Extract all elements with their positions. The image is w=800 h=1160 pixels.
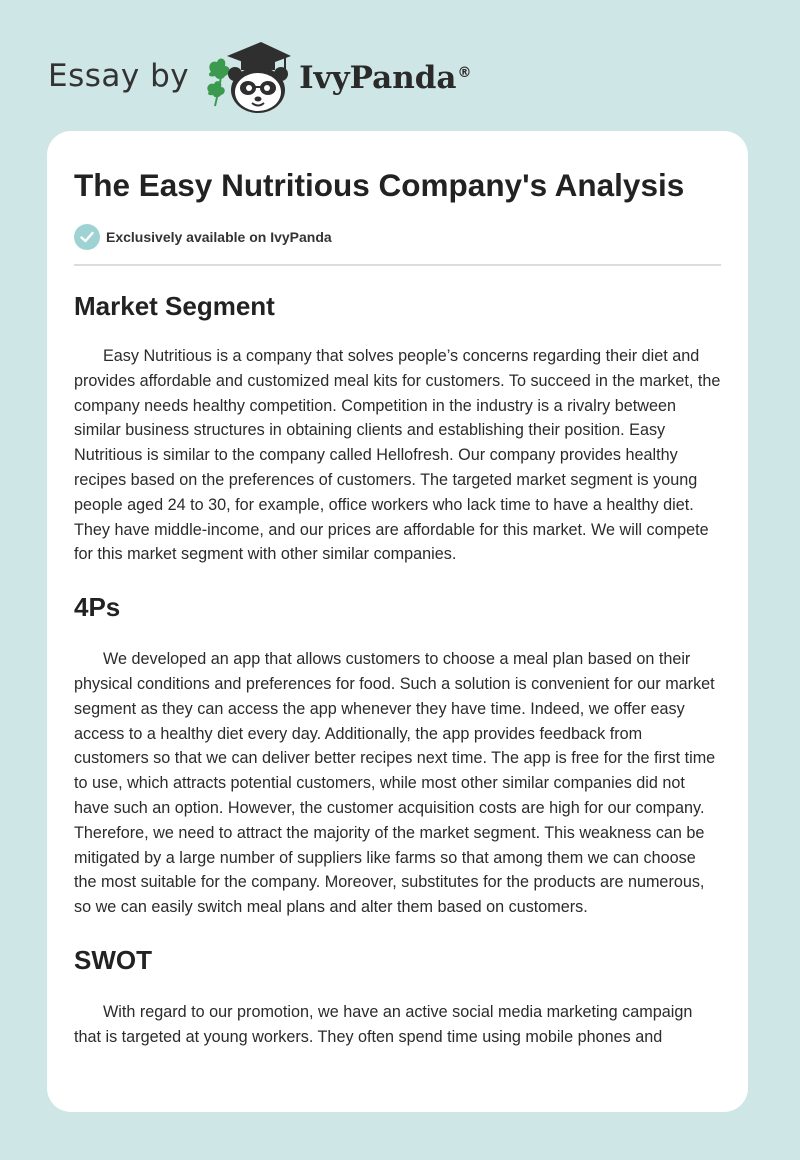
section-heading-swot: SWOT <box>74 944 152 975</box>
section-heading-4ps: 4Ps <box>74 592 121 623</box>
checkmark-icon <box>74 224 100 250</box>
brand-name[interactable]: IvyPanda® <box>299 60 472 96</box>
paragraph-market-segment: Easy Nutritious is a company that solves people’s concerns regarding their diet and provides affordable and customized meal kits for customers. To succeed in the market, the company needs healthy competition. Competition in the industry is a rivalry between similar business structures in obtaining clients and establishing their position. Easy Nutritious is similar to the company called Hellofresh. Our company provides healthy recipes based on the preferences of customers. The targeted market segment is young people aged 24 to 30, for example, office workers who lack time to have a healthy diet. They have middle-income, and our prices are affordable for this market. We will compete for this market segment with other similar companies. <box>74 347 721 564</box>
exclusive-badge <box>74 223 721 251</box>
paragraph-4ps: We developed an app that allows customers to choose a meal plan based on their physical conditions and preferences for food. Such a solution is convenient for our market segment as they can access the app whenever they have time. Indeed, we offer easy access to a healthy diet every day. Additionally, the app provides feedback from customers so that we can deliver better recipes next time. The app is free for the first time to use, which attracts potential customers, while most other similar companies did not have such an option. However, the customer acquisition costs are high for our company. Therefore, we need to attract the majority of the market segment. This weakness can be mitigated by a large number of suppliers like farms so that among them we can choose the most suitable for the company. Moreover, substitutes for the products are numerous, so we can easily switch meal plans and alter them based on customers. <box>74 650 716 917</box>
registered-mark: ® <box>457 64 472 81</box>
panda-logo-icon[interactable] <box>205 36 293 116</box>
section-heading-market-segment: Market Segment <box>74 291 275 321</box>
exclusive-badge-label: Exclusively available on IvyPanda <box>106 229 332 245</box>
divider <box>74 264 721 266</box>
paragraph-swot: With regard to our promotion, we have an active social media marketing campaign that is targeted at young workers. They often spend time using mobile phones and <box>74 1002 693 1046</box>
page-title: The Easy Nutritious Company's Analysis <box>74 167 685 203</box>
essay-card <box>47 131 748 1112</box>
essay-by-label: Essay by <box>48 58 190 94</box>
site-header <box>48 36 472 116</box>
